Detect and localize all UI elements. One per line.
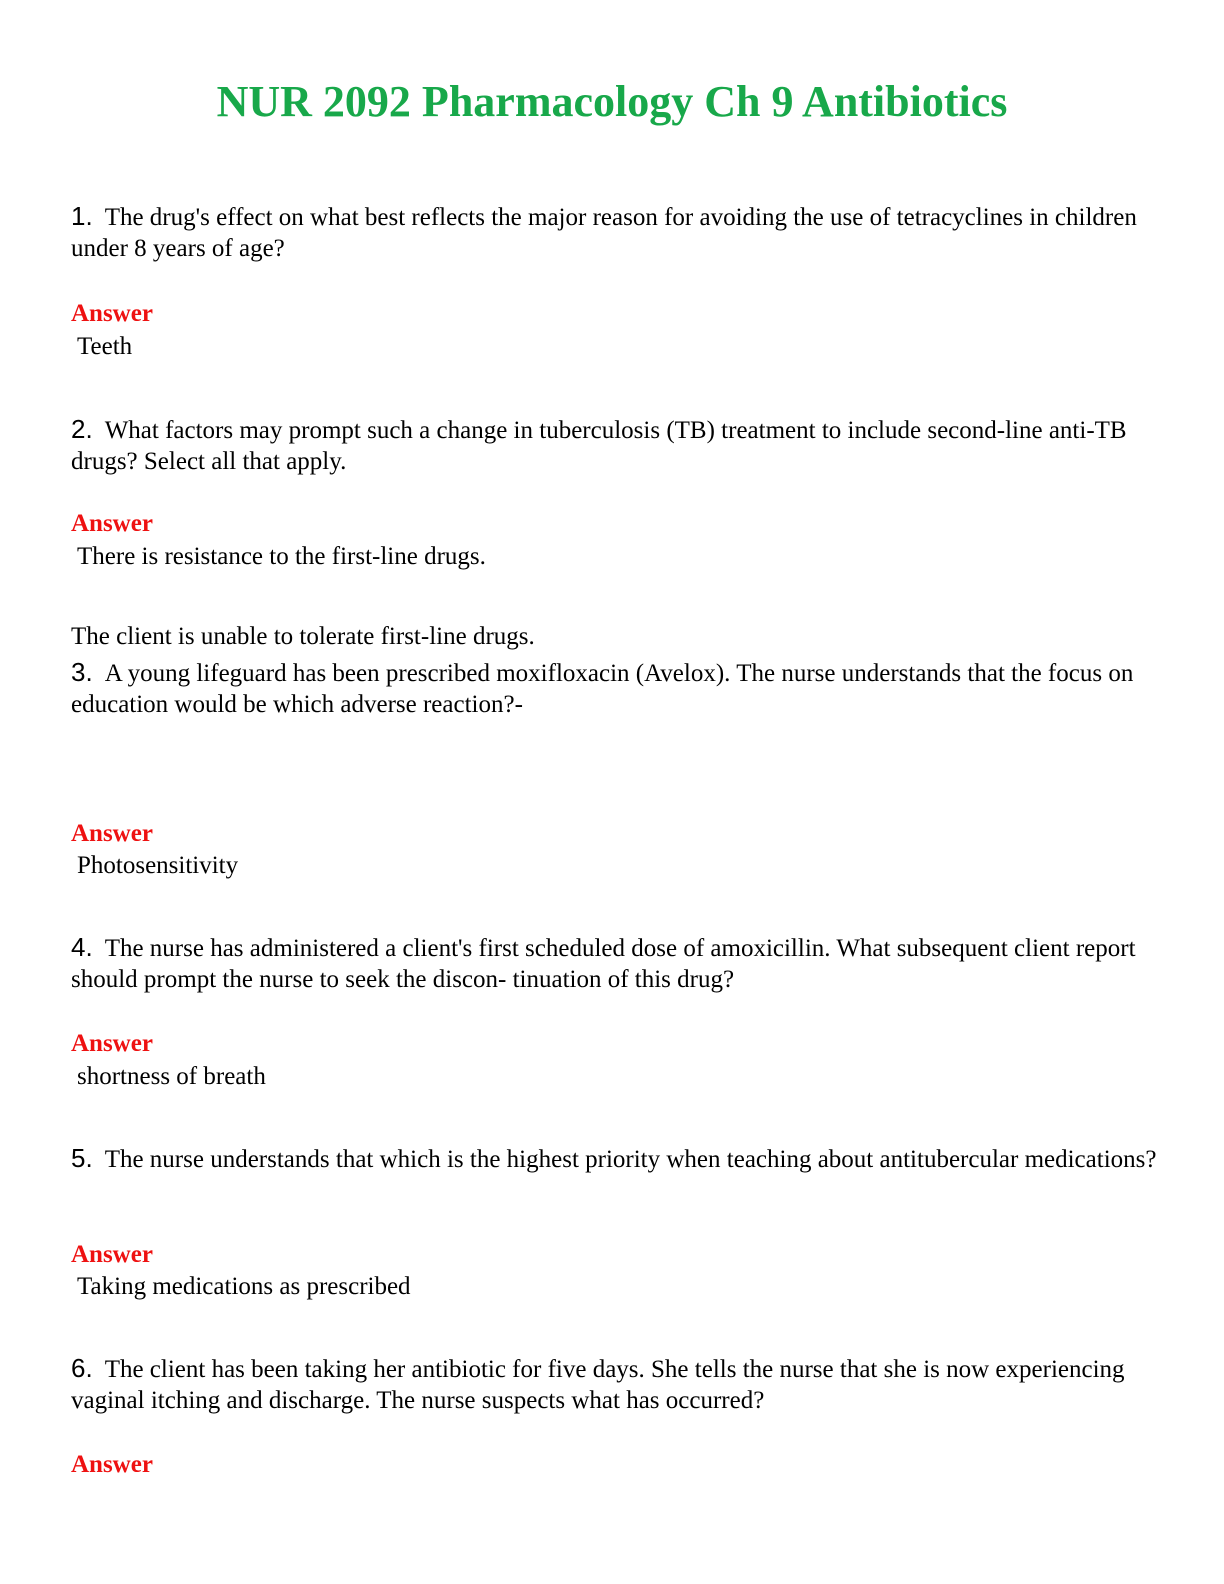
question-6: [71, 1353, 1161, 1416]
question-number: 3.: [71, 657, 93, 687]
answer-label: Answer: [71, 1030, 153, 1057]
question-2: [71, 414, 1161, 477]
question-number: 5.: [71, 1143, 93, 1173]
question-text: [71, 657, 1161, 720]
answer-text: Teeth: [77, 333, 133, 360]
question-4: [71, 932, 1161, 995]
answer-label: Answer: [71, 300, 153, 327]
question-3: [71, 657, 1161, 720]
answer-text: shortness of breath: [77, 1063, 266, 1090]
question-body: The nurse understands that which is the highest priority when teaching about antitubercular medications?: [104, 1146, 1157, 1173]
question-body: The nurse has administered a client's first scheduled dose of amoxicillin. What subsequent client report should prompt the nurse to seek the discon- tinuation of this drug?: [71, 935, 1136, 993]
question-text: [71, 932, 1161, 995]
answer-label: Answer: [71, 510, 153, 537]
question-text: [71, 414, 1161, 477]
answer-text: Photosensitivity: [77, 852, 239, 879]
document-title: NUR 2092 Pharmacology Ch 9 Antibiotics: [216, 77, 1008, 126]
answer-label: Answer: [71, 820, 153, 847]
answer-label: Answer: [71, 1451, 153, 1478]
question-number: 2.: [71, 414, 93, 444]
answer-text: The client is unable to tolerate first-line drugs.: [71, 623, 535, 650]
question-number: 4.: [71, 932, 93, 962]
question-body: The client has been taking her antibiotic for five days. She tells the nurse that she is now experiencing vaginal itching and discharge. The nurse suspects what has occurred?: [71, 1356, 1125, 1414]
question-text: [71, 1353, 1161, 1416]
question-number: 6.: [71, 1353, 93, 1383]
question-5: [71, 1143, 1161, 1175]
question-1: [71, 201, 1161, 264]
answer-text: There is resistance to the first-line drugs.: [77, 543, 486, 570]
question-text: [71, 1143, 1161, 1175]
question-body: A young lifeguard has been prescribed moxifloxacin (Avelox). The nurse understands that the focus on education would be which adverse reaction?-: [71, 660, 1134, 718]
question-body: What factors may prompt such a change in tuberculosis (TB) treatment to include second-line anti-TB drugs? Select all that apply.: [71, 417, 1127, 475]
answer-label: Answer: [71, 1241, 153, 1268]
question-text: [71, 201, 1161, 264]
answer-text: Taking medications as prescribed: [77, 1273, 411, 1300]
question-number: 1.: [71, 201, 93, 231]
question-body: The drug's effect on what best reflects the major reason for avoiding the use of tetracyclines in children under 8 years of age?: [71, 204, 1137, 262]
